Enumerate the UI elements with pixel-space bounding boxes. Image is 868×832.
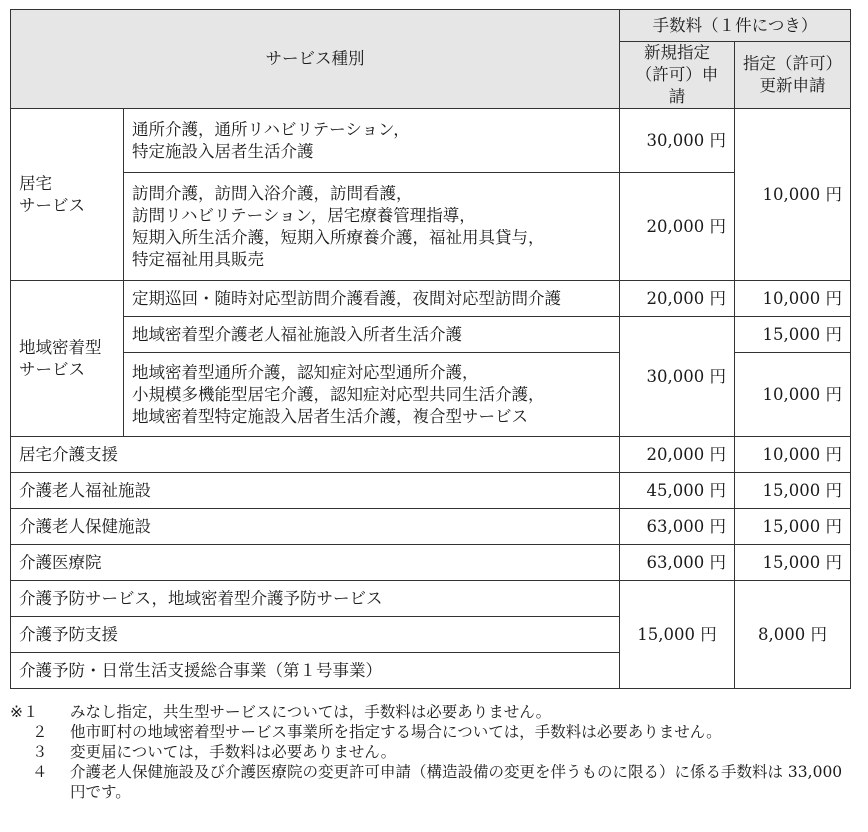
header-renew-line1: 指定（許可） bbox=[743, 54, 842, 73]
header-new-line1: 新規指定 bbox=[644, 43, 710, 62]
service-cell: 介護予防・日常生活支援総合事業（第１号事業） bbox=[11, 653, 620, 689]
renew-fee-cell: 10,000 円 bbox=[735, 353, 851, 437]
new-fee-cell: 63,000 円 bbox=[620, 509, 735, 545]
service-cell: 地域密着型介護老人福祉施設入所者生活介護 bbox=[124, 317, 620, 353]
table-row bbox=[11, 317, 851, 353]
service-cell: 介護老人保健施設 bbox=[11, 509, 620, 545]
renew-fee-cell: 15,000 円 bbox=[735, 317, 851, 353]
renew-fee-cell: 8,000 円 bbox=[735, 581, 851, 689]
service-cell: 介護予防支援 bbox=[11, 617, 620, 653]
new-fee-cell: 30,000 円 bbox=[620, 109, 735, 173]
service-line: 特定福祉用具販売 bbox=[132, 249, 264, 269]
service-line: 短期入所生活介護，短期入所療養介護，福祉用具貸与， bbox=[132, 227, 545, 247]
new-fee-cell: 30,000 円 bbox=[620, 317, 735, 437]
renew-fee-cell: 10,000 円 bbox=[735, 281, 851, 317]
notes bbox=[10, 702, 860, 802]
note-item bbox=[10, 722, 860, 742]
renew-fee-cell: 15,000 円 bbox=[735, 473, 851, 509]
note-item bbox=[10, 702, 860, 722]
header-new-application bbox=[620, 42, 735, 109]
note-text: 他市町村の地域密着型サービス事業所を指定する場合については，手数料は必要ありません。 bbox=[70, 723, 722, 741]
note-item bbox=[10, 762, 860, 802]
note-text: みなし指定，共生型サービスについては，手数料は必要ありません。 bbox=[70, 703, 552, 721]
category-label: 地域密着型 bbox=[19, 337, 102, 357]
service-line: 訪問介護，訪問入浴介護，訪問看護， bbox=[132, 183, 413, 203]
note-number: ※１ bbox=[10, 703, 39, 721]
renew-fee-cell: 10,000 円 bbox=[735, 109, 851, 281]
service-cell bbox=[124, 173, 620, 281]
category-chiiki bbox=[11, 281, 124, 437]
new-fee-cell: 20,000 円 bbox=[620, 281, 735, 317]
table-row bbox=[11, 473, 851, 509]
table-row bbox=[11, 545, 851, 581]
table-row bbox=[11, 437, 851, 473]
new-fee-cell: 45,000 円 bbox=[620, 473, 735, 509]
service-line: 地域密着型通所介護，認知症対応型通所介護， bbox=[132, 362, 479, 382]
note-number: ２ bbox=[32, 723, 48, 741]
service-cell: 介護医療院 bbox=[11, 545, 620, 581]
table-row bbox=[11, 109, 851, 173]
service-line: 小規模多機能型居宅介護，認知症対応型共同生活介護， bbox=[132, 384, 545, 404]
table-row bbox=[11, 173, 851, 281]
note-item bbox=[10, 742, 860, 762]
table-row bbox=[11, 509, 851, 545]
service-cell: 介護老人福祉施設 bbox=[11, 473, 620, 509]
category-label: サービス bbox=[19, 195, 85, 215]
service-cell: 居宅介護支援 bbox=[11, 437, 620, 473]
header-service-type: サービス種別 bbox=[11, 10, 620, 109]
renew-fee-cell: 10,000 円 bbox=[735, 437, 851, 473]
new-fee-cell: 15,000 円 bbox=[620, 581, 735, 689]
category-label: サービス bbox=[19, 359, 85, 379]
category-label: 居宅 bbox=[19, 173, 52, 193]
renew-fee-cell: 15,000 円 bbox=[735, 509, 851, 545]
service-cell: 定期巡回・随時対応型訪問介護看護，夜間対応型訪問介護 bbox=[124, 281, 620, 317]
service-cell: 介護予防サービス，地域密着型介護予防サービス bbox=[11, 581, 620, 617]
service-line: 通所介護，通所リハビリテーション， bbox=[132, 119, 410, 139]
header-renew-line2: 更新申請 bbox=[759, 76, 826, 95]
new-fee-cell: 20,000 円 bbox=[620, 437, 735, 473]
note-text: 変更届については，手数料は必要ありません。 bbox=[70, 743, 397, 761]
service-line: 地域密着型特定施設入居者生活介護，複合型サービス bbox=[132, 406, 528, 426]
header-row bbox=[11, 10, 851, 42]
new-fee-cell: 20,000 円 bbox=[620, 173, 735, 281]
note-text: 介護老人保健施設及び介護医療院の変更許可申請（構造設備の変更を伴うものに限る）に係る手数料は 33,000 円です。 bbox=[70, 763, 843, 801]
note-number: ４ bbox=[32, 763, 48, 781]
fee-table bbox=[10, 9, 851, 689]
header-renewal-application bbox=[735, 42, 851, 109]
table-row bbox=[11, 281, 851, 317]
service-line: 訪問リハビリテーション，居宅療養管理指導， bbox=[132, 205, 476, 225]
note-number: ３ bbox=[32, 743, 48, 761]
header-fee-group: 手数料（１件につき） bbox=[620, 10, 851, 42]
renew-fee-cell: 15,000 円 bbox=[735, 545, 851, 581]
service-line: 特定施設入居者生活介護 bbox=[132, 141, 314, 161]
category-kyotaku bbox=[11, 109, 124, 281]
table-row bbox=[11, 581, 851, 617]
service-cell bbox=[124, 353, 620, 437]
header-new-line2: （許可）申請 bbox=[635, 65, 719, 106]
service-cell bbox=[124, 109, 620, 173]
new-fee-cell: 63,000 円 bbox=[620, 545, 735, 581]
